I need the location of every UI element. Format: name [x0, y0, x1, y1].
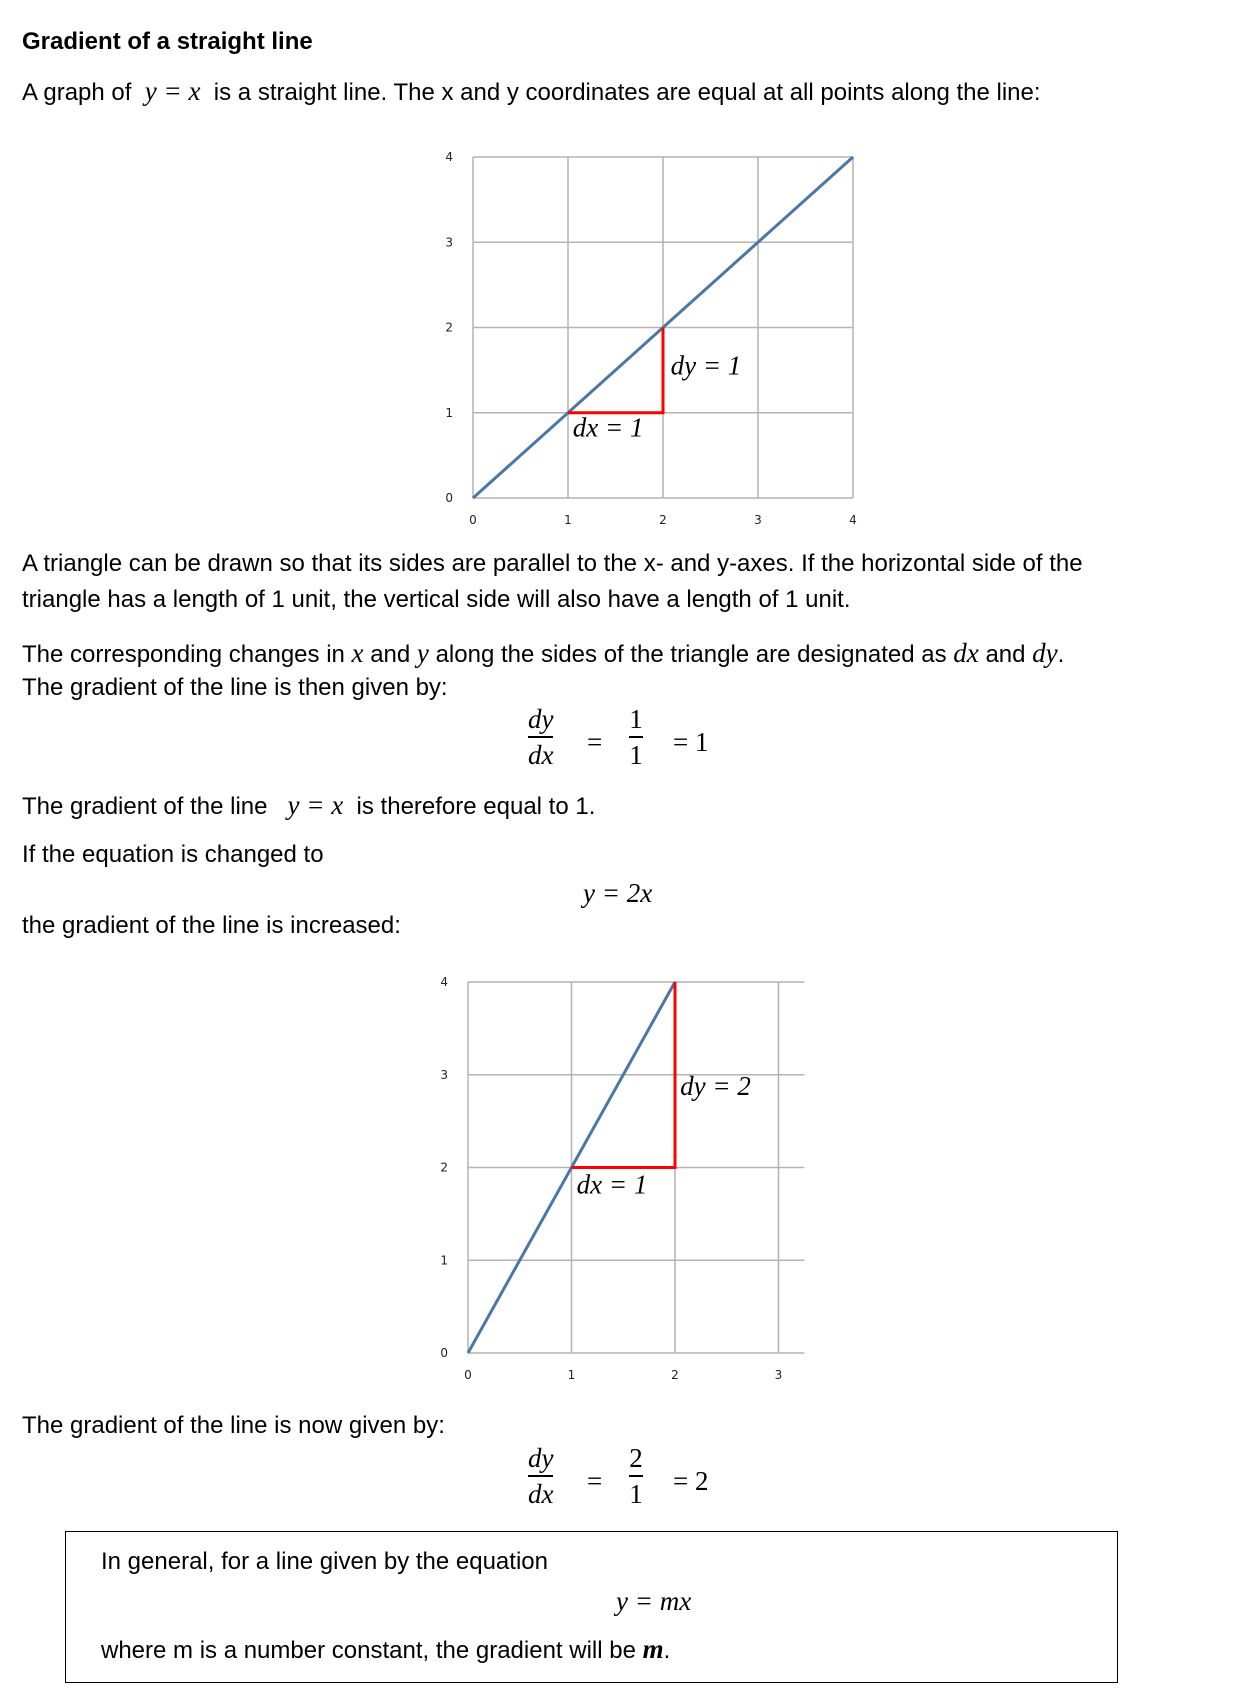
paragraph-triangle-line1: A triangle can be drawn so that its sides are parallel to the x- and y-axes. If the horizontal side of the	[22, 550, 1083, 577]
formula2-fraction-dydx	[528, 1443, 553, 1509]
x-tick-label: 4	[849, 513, 857, 527]
math-dy: dy	[1032, 638, 1058, 668]
page-title: Gradient of a straight line	[22, 28, 313, 55]
x-tick-label: 2	[659, 513, 667, 527]
chart-y-equals-x	[0, 0, 1239, 560]
text: is therefore equal to 1.	[356, 793, 596, 820]
math-x: x	[351, 638, 364, 668]
changed-equation: y = 2x	[583, 878, 653, 908]
numerator: dy	[528, 1443, 554, 1473]
text: along the sides of the triangle are designated as	[435, 641, 947, 668]
triangle-side-label: dx = 1	[572, 412, 644, 443]
y-tick-label: 0	[440, 1346, 448, 1360]
summary-equation: y = mx	[616, 1586, 692, 1616]
summary-line3	[101, 1634, 670, 1665]
y-tick-label: 1	[445, 405, 453, 420]
triangle-side-label: dx = 1	[576, 1169, 648, 1200]
paragraph-changes-line2: The gradient of the line is then given by:	[22, 674, 448, 701]
x-tick-label: 1	[564, 513, 572, 527]
denominator: dx	[528, 1479, 554, 1509]
y-tick-label: 4	[445, 150, 453, 164]
formula1-result: = 1	[673, 727, 709, 757]
x-tick-label: 0	[469, 513, 477, 527]
formula2-result: = 2	[673, 1466, 709, 1496]
math-y: y	[416, 638, 429, 668]
fraction-bar	[528, 736, 553, 738]
formula1-fraction-dydx	[528, 704, 553, 770]
text: The corresponding changes in	[22, 641, 345, 668]
text: where m is a number constant, the gradient will be	[101, 1637, 636, 1664]
x-tick-label: 2	[671, 1368, 679, 1382]
paragraph-changes-line1	[22, 638, 1064, 669]
triangle-side-label: dy = 2	[680, 1071, 751, 1102]
intro-text-before: A graph of	[22, 79, 132, 106]
intro-text-after: is a straight line. The x and y coordinates are equal at all points along the line:	[213, 79, 1041, 106]
x-tick-label: 0	[464, 1368, 472, 1382]
y-tick-label: 2	[440, 1160, 448, 1175]
intro-equation: y = x	[144, 76, 201, 106]
denominator: dx	[528, 740, 554, 770]
denominator: 1	[629, 1479, 643, 1509]
denominator: 1	[629, 740, 643, 770]
fraction-bar	[629, 1475, 643, 1477]
numerator: 1	[629, 704, 643, 734]
formula2-equals: =	[587, 1466, 603, 1496]
math-equation: y = x	[287, 790, 344, 820]
text: .	[1057, 641, 1065, 668]
x-tick-label: 1	[567, 1368, 576, 1382]
triangle-side-label: dy = 1	[670, 350, 742, 381]
math-m: m	[642, 1634, 664, 1664]
y-tick-label: 1	[440, 1253, 448, 1268]
formula1-equals: =	[587, 727, 603, 757]
chart-y-equals-2x	[0, 940, 1239, 1400]
now-given-text: The gradient of the line is now given by:	[22, 1412, 445, 1439]
fraction-bar	[629, 736, 643, 738]
math-dx: dx	[953, 638, 979, 668]
text: The gradient of the line	[22, 793, 268, 820]
conclusion-line	[22, 790, 595, 821]
numerator: 2	[629, 1443, 643, 1473]
y-tick-label: 2	[445, 320, 453, 335]
text: .	[663, 1637, 671, 1664]
formula2-fraction-value	[629, 1443, 643, 1509]
formula1-fraction-value	[629, 704, 643, 770]
summary-box	[65, 1531, 1118, 1683]
text: and	[370, 641, 411, 668]
x-tick-label: 3	[774, 1368, 783, 1382]
y-tick-label: 0	[445, 491, 453, 505]
text: and	[985, 641, 1026, 668]
increased-text: the gradient of the line is increased:	[22, 912, 401, 939]
y-tick-label: 3	[440, 1067, 448, 1082]
changed-text: If the equation is changed to	[22, 841, 324, 868]
y-tick-label: 4	[440, 975, 448, 989]
numerator: dy	[528, 704, 554, 734]
x-tick-label: 3	[754, 513, 762, 527]
paragraph-triangle-line2: triangle has a length of 1 unit, the vertical side will also have a length of 1 unit.	[22, 586, 851, 613]
fraction-bar	[528, 1475, 553, 1477]
y-tick-label: 3	[445, 235, 453, 250]
summary-line1: In general, for a line given by the equation	[101, 1548, 548, 1575]
